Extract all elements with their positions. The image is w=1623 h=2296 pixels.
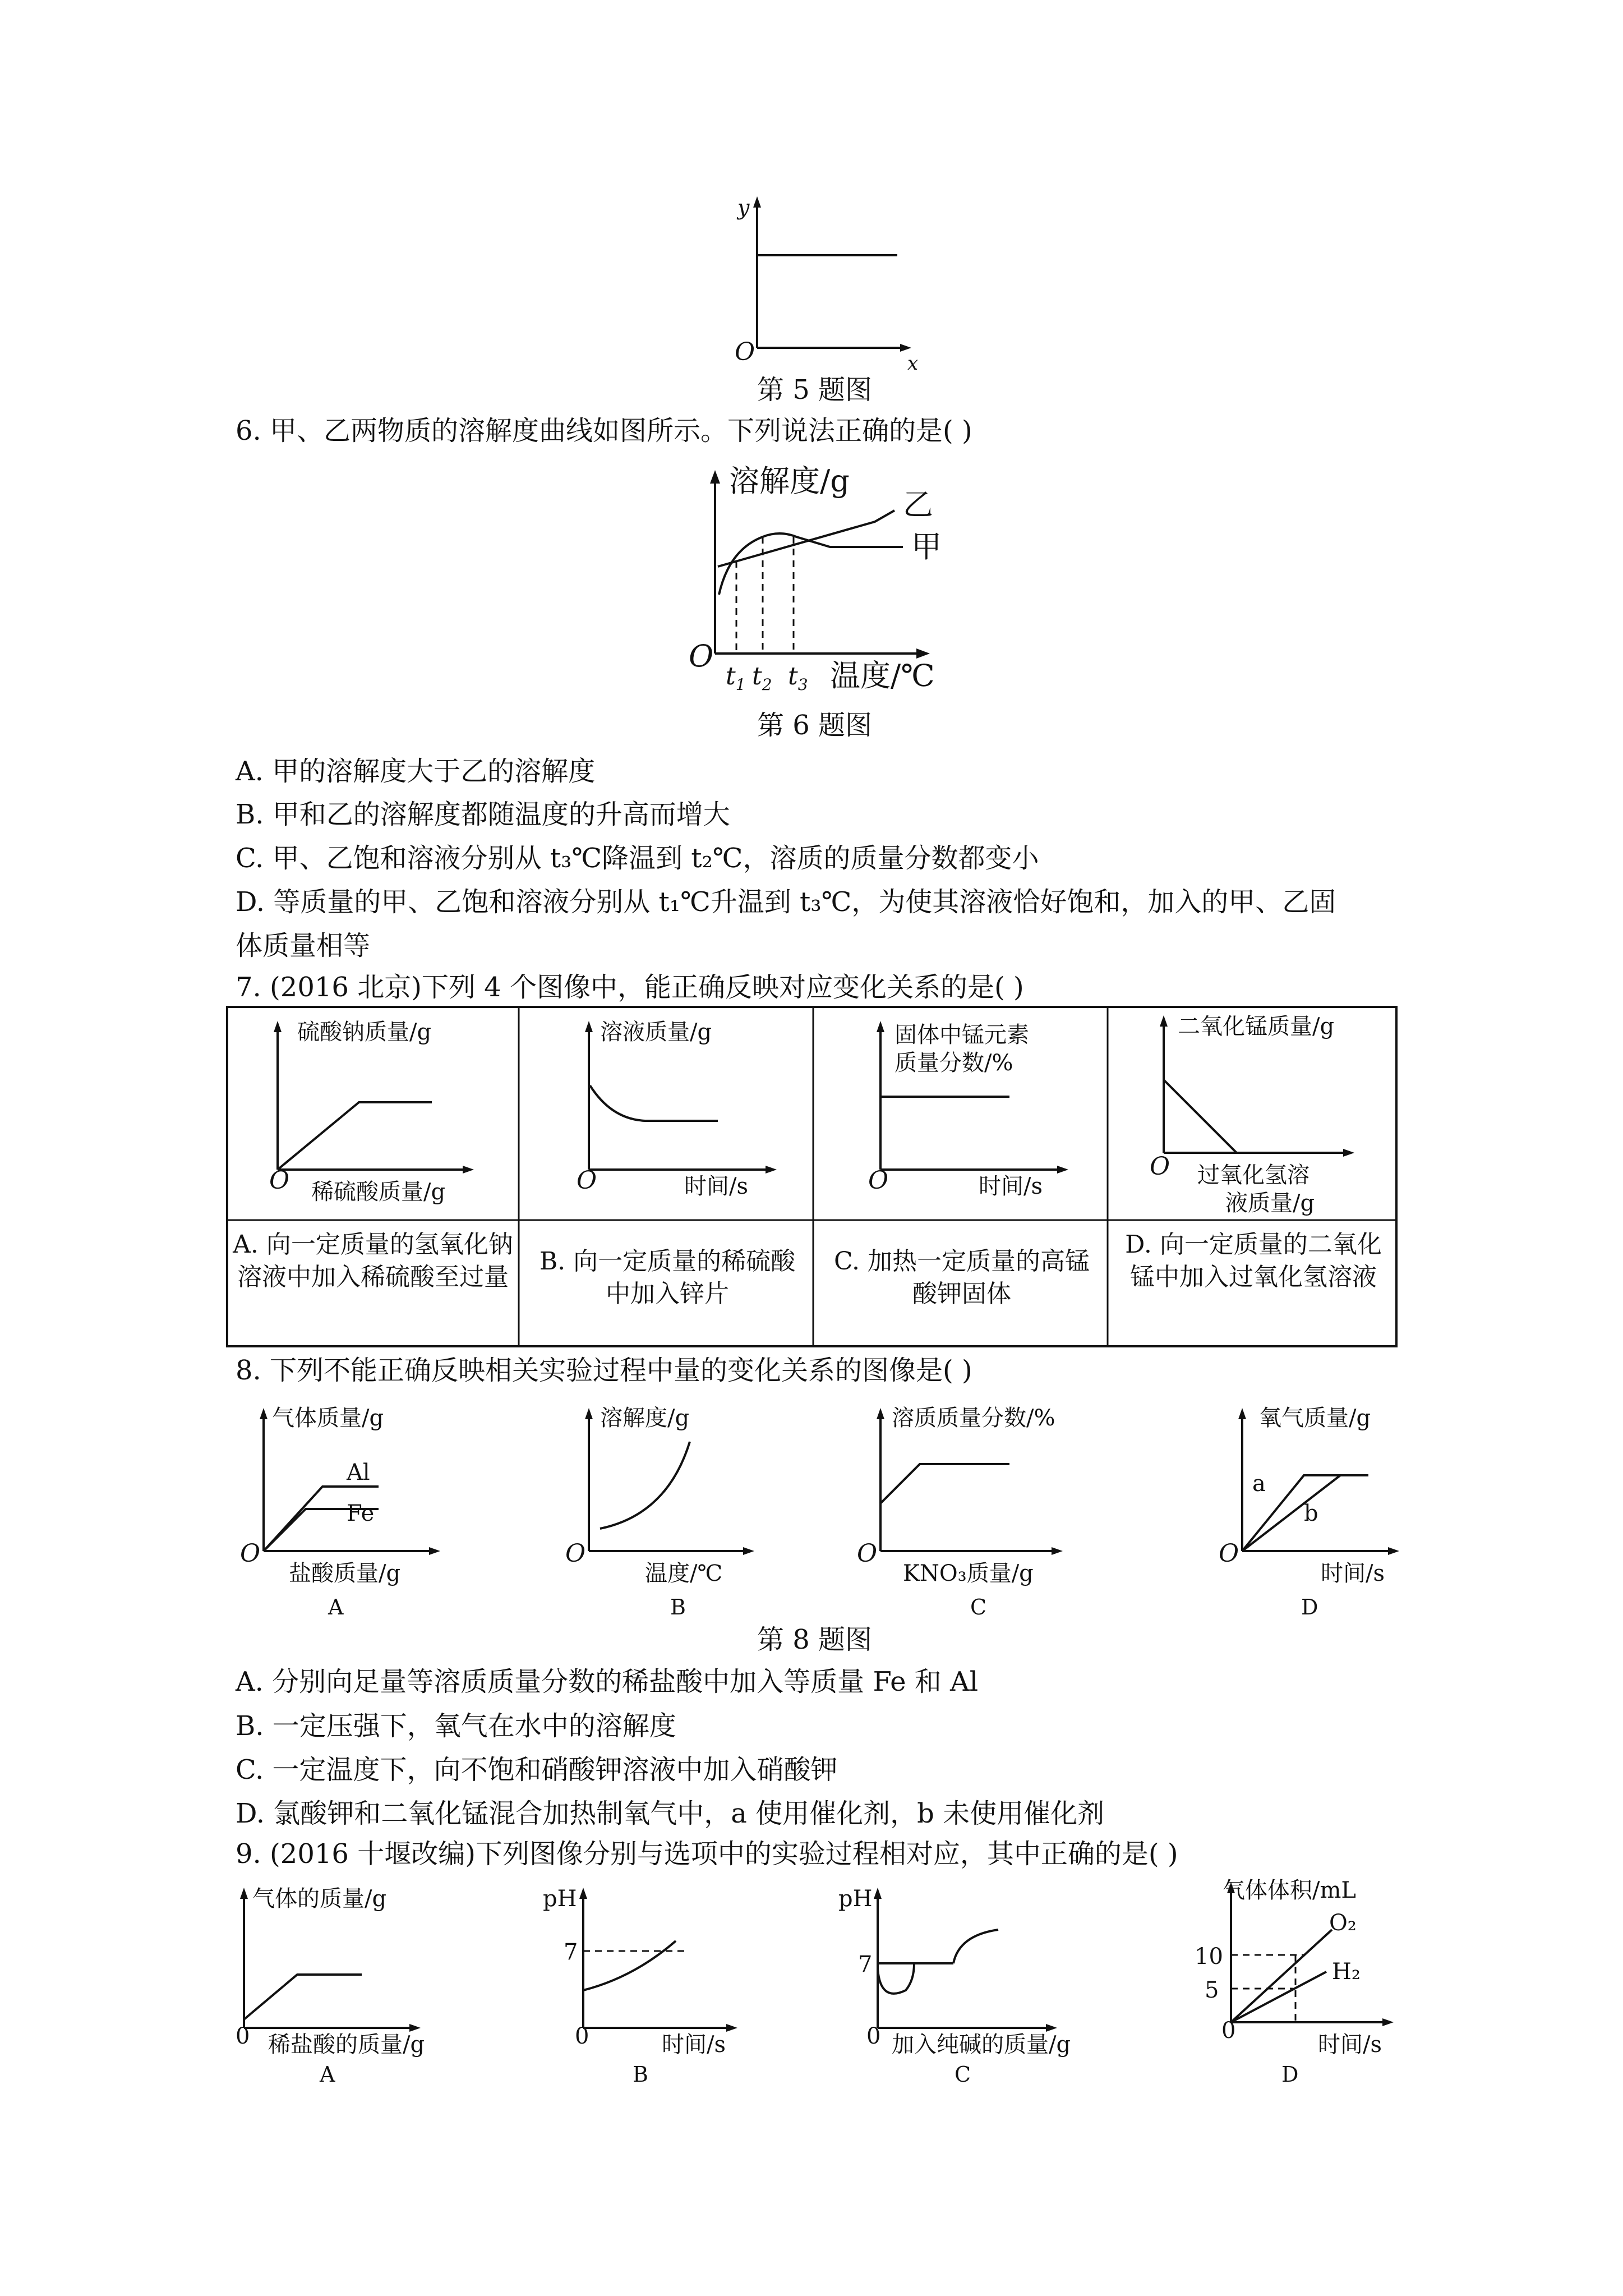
q9c-origin: 0 [866, 2023, 881, 2049]
fig6-t2: $t_2$ [752, 662, 772, 694]
q7a-y-arrow [274, 1021, 282, 1032]
fig6-y-label: 溶解度/g [729, 463, 850, 499]
q8b-x-arrow [743, 1547, 754, 1555]
q7-option-d: D. 向一定质量的二氧化锰中加入过氧化氢溶液 [1125, 1230, 1382, 1291]
fig5-y-label: y [737, 195, 750, 220]
q8-option-c: C. 一定温度下，向不饱和硝酸钾溶液中加入硝酸钾 [236, 1754, 838, 1786]
q8b-letter: B [670, 1595, 686, 1619]
q8c-x-arrow [1052, 1547, 1063, 1555]
q8-stem: 8. 下列不能正确反映相关实验过程中量的变化关系的图像是( ) [236, 1355, 972, 1386]
q7d-x-label-2: 液质量/g [1225, 1190, 1315, 1216]
q8c-line [880, 1464, 1009, 1503]
q9a-y-arrow [240, 1888, 248, 1899]
q7d-origin: O [1150, 1152, 1170, 1181]
fig6-label-jia: 甲 [911, 529, 942, 564]
q9a-x-label: 稀盐酸的质量/g [268, 2032, 425, 2058]
q8d-series-a: a [1252, 1471, 1266, 1497]
q9c-x-label: 加入纯碱的质量/g [892, 2032, 1071, 2058]
q7a-x-arrow [463, 1166, 474, 1174]
q7-option-b: B. 向一定质量的稀硫酸中加入锌片 [539, 1247, 796, 1308]
q9b-x-arrow [726, 2024, 737, 2032]
q7c-y-label-1: 固体中锰元素 [895, 1022, 1029, 1048]
q7-option-a: A. 向一定质量的氢氧化钠溶液中加入稀硫酸至过量 [233, 1230, 513, 1291]
q8d-y-label: 氧气质量/g [1259, 1405, 1371, 1431]
q9b-curve [583, 1941, 676, 1990]
q8c-x-label: KNO₃质量/g [903, 1561, 1034, 1586]
q8d-origin: O [1219, 1539, 1239, 1568]
q7c-y-label-2: 质量分数/% [895, 1050, 1013, 1076]
q8d-x-arrow [1388, 1547, 1399, 1555]
q8a-origin: O [240, 1539, 261, 1568]
q8a-y-arrow [260, 1408, 268, 1419]
fig6-y-arrow [710, 470, 720, 484]
q6-option-d-line2: 体质量相等 [236, 930, 371, 961]
q7c-y-arrow [877, 1021, 884, 1032]
q7-option-c: C. 加热一定质量的高锰酸钾固体 [833, 1247, 1090, 1308]
q7b-curve [590, 1085, 718, 1121]
q7b-y-label: 溶液质量/g [600, 1019, 712, 1045]
q9d-x-label: 时间/s [1318, 2032, 1382, 2058]
q7b-x-arrow [766, 1166, 777, 1174]
q8c-y-arrow [877, 1408, 884, 1419]
q8a-series-al: Al [347, 1460, 370, 1485]
q9b-origin: 0 [575, 2023, 589, 2049]
q6-option-c: C. 甲、乙饱和溶液分别从 t₃℃降温到 t₂℃，溶质的质量分数都变小 [236, 843, 1039, 874]
q8-option-a: A. 分别向足量等溶质质量分数的稀盐酸中加入等质量 Fe 和 Al [236, 1666, 979, 1697]
q8b-curve [600, 1442, 690, 1529]
q9c-y-label: pH [838, 1886, 873, 1912]
q7d-y-arrow [1160, 1015, 1168, 1027]
q8b-x-label: 温度/℃ [645, 1561, 723, 1586]
q7c-x-label: 时间/s [979, 1174, 1043, 1199]
q9d-tick-5: 5 [1205, 1977, 1219, 2003]
q8a-x-arrow [429, 1547, 440, 1555]
q8-charts [260, 1408, 1399, 1555]
q7d-line [1164, 1080, 1335, 1153]
q9c-y-arrow [874, 1888, 882, 1899]
q9b-letter: B [633, 2062, 648, 2087]
q8-option-d: D. 氯酸钾和二氧化锰混合加热制氧气中，a 使用催化剂，b 未使用催化剂 [236, 1798, 1105, 1829]
q9d-series-h2: H₂ [1332, 1959, 1361, 1985]
q7c-origin: O [868, 1166, 889, 1195]
q8d-series-b: b [1304, 1501, 1318, 1526]
q7-stem: 7. (2016 北京)下列 4 个图像中，能正确反映对应变化关系的是( ) [236, 972, 1024, 1003]
q7a-y-label: 硫酸钠质量/g [297, 1019, 432, 1045]
fig6-t3: $t_3$ [788, 662, 808, 694]
q8d-x-label: 时间/s [1321, 1561, 1385, 1586]
fig6-curve-yi [718, 510, 895, 567]
q9-stem: 9. (2016 十堰改编)下列图像分别与选项中的实验过程相对应，其中正确的是( ) [236, 1838, 1178, 1870]
q7a-line [278, 1102, 432, 1170]
q9d-series-o2: O₂ [1329, 1910, 1357, 1936]
q8a-y-label: 气体质量/g [272, 1405, 384, 1431]
q8a-series-fe: Fe [347, 1501, 375, 1526]
fig6-x-label: 温度/℃ [830, 658, 935, 693]
fig6-label-yi: 乙 [903, 487, 933, 522]
q8c-y-label: 溶质质量分数/% [892, 1405, 1055, 1431]
q8b-y-label: 溶解度/g [600, 1405, 690, 1431]
fig6-origin: O [689, 638, 714, 674]
q9d-origin: 0 [1221, 2018, 1236, 2044]
q7b-origin: O [577, 1166, 597, 1195]
q6-stem: 6. 甲、乙两物质的溶解度曲线如图所示。下列说法正确的是( ) [236, 415, 972, 447]
q8-option-b: B. 一定压强下，氧气在水中的溶解度 [236, 1710, 676, 1742]
q8c-letter: C [970, 1595, 987, 1619]
q8a-x-label: 盐酸质量/g [289, 1561, 401, 1586]
q8a-letter: A [328, 1595, 344, 1619]
fig5-caption: 第 5 题图 [757, 374, 873, 406]
q7c-x-arrow [1057, 1166, 1068, 1174]
q9d-x-arrow [1382, 2018, 1394, 2026]
fig6-caption: 第 6 题图 [757, 710, 873, 741]
fig5-origin: O [735, 338, 755, 366]
q7d-x-arrow [1343, 1149, 1354, 1157]
q9b-y-label: pH [543, 1886, 577, 1912]
q8b-origin: O [565, 1539, 586, 1568]
q7b-y-arrow [585, 1021, 593, 1032]
q8b-y-arrow [585, 1408, 593, 1419]
fig5-x-label: x [907, 352, 919, 375]
q7b-x-label: 时间/s [684, 1174, 749, 1199]
fig5-chart [753, 196, 911, 352]
q7a-x-label: 稀硫酸质量/g [311, 1179, 446, 1205]
q8d-letter: D [1301, 1595, 1318, 1619]
q9b-y-arrow [579, 1888, 587, 1899]
q6-option-b: B. 甲和乙的溶解度都随温度的升高而增大 [236, 799, 730, 830]
q9a-y-label: 气体的质量/g [252, 1886, 387, 1912]
q9d-letter: D [1281, 2062, 1299, 2087]
q8c-origin: O [857, 1539, 878, 1568]
q9a-letter: A [320, 2062, 335, 2087]
q9c-curve-high [953, 1930, 998, 1963]
q7d-y-label: 二氧化锰质量/g [1178, 1014, 1335, 1039]
q9d-y-label: 气体体积/mL [1223, 1878, 1356, 1903]
q8-caption: 第 8 题图 [757, 1624, 873, 1655]
q9a-line [244, 1975, 362, 2019]
fig6-curve-jia [719, 533, 903, 595]
q9c-curve-low [878, 1963, 914, 1994]
fig6-t1: $t_1$ [726, 662, 746, 694]
q9c-tick-7: 7 [858, 1952, 873, 1977]
fig5-y-arrow [753, 196, 761, 208]
q9b-x-label: 时间/s [662, 2032, 726, 2058]
q9a-origin: 0 [236, 2023, 250, 2049]
q9b-tick-7: 7 [564, 1939, 578, 1965]
q7d-x-label-1: 过氧化氢溶 [1197, 1162, 1310, 1188]
fig6-x-arrow [916, 648, 930, 659]
q8d-y-arrow [1238, 1408, 1246, 1419]
q6-option-a: A. 甲的溶解度大于乙的溶解度 [236, 756, 596, 787]
q7a-origin: O [269, 1166, 290, 1195]
q6-option-d-line1: D. 等质量的甲、乙饱和溶液分别从 t₁℃升温到 t₃℃，为使其溶液恰好饱和，加入的甲、乙固 [236, 886, 1336, 918]
q9c-letter: C [955, 2062, 971, 2087]
q9d-tick-10: 10 [1195, 1944, 1223, 1970]
